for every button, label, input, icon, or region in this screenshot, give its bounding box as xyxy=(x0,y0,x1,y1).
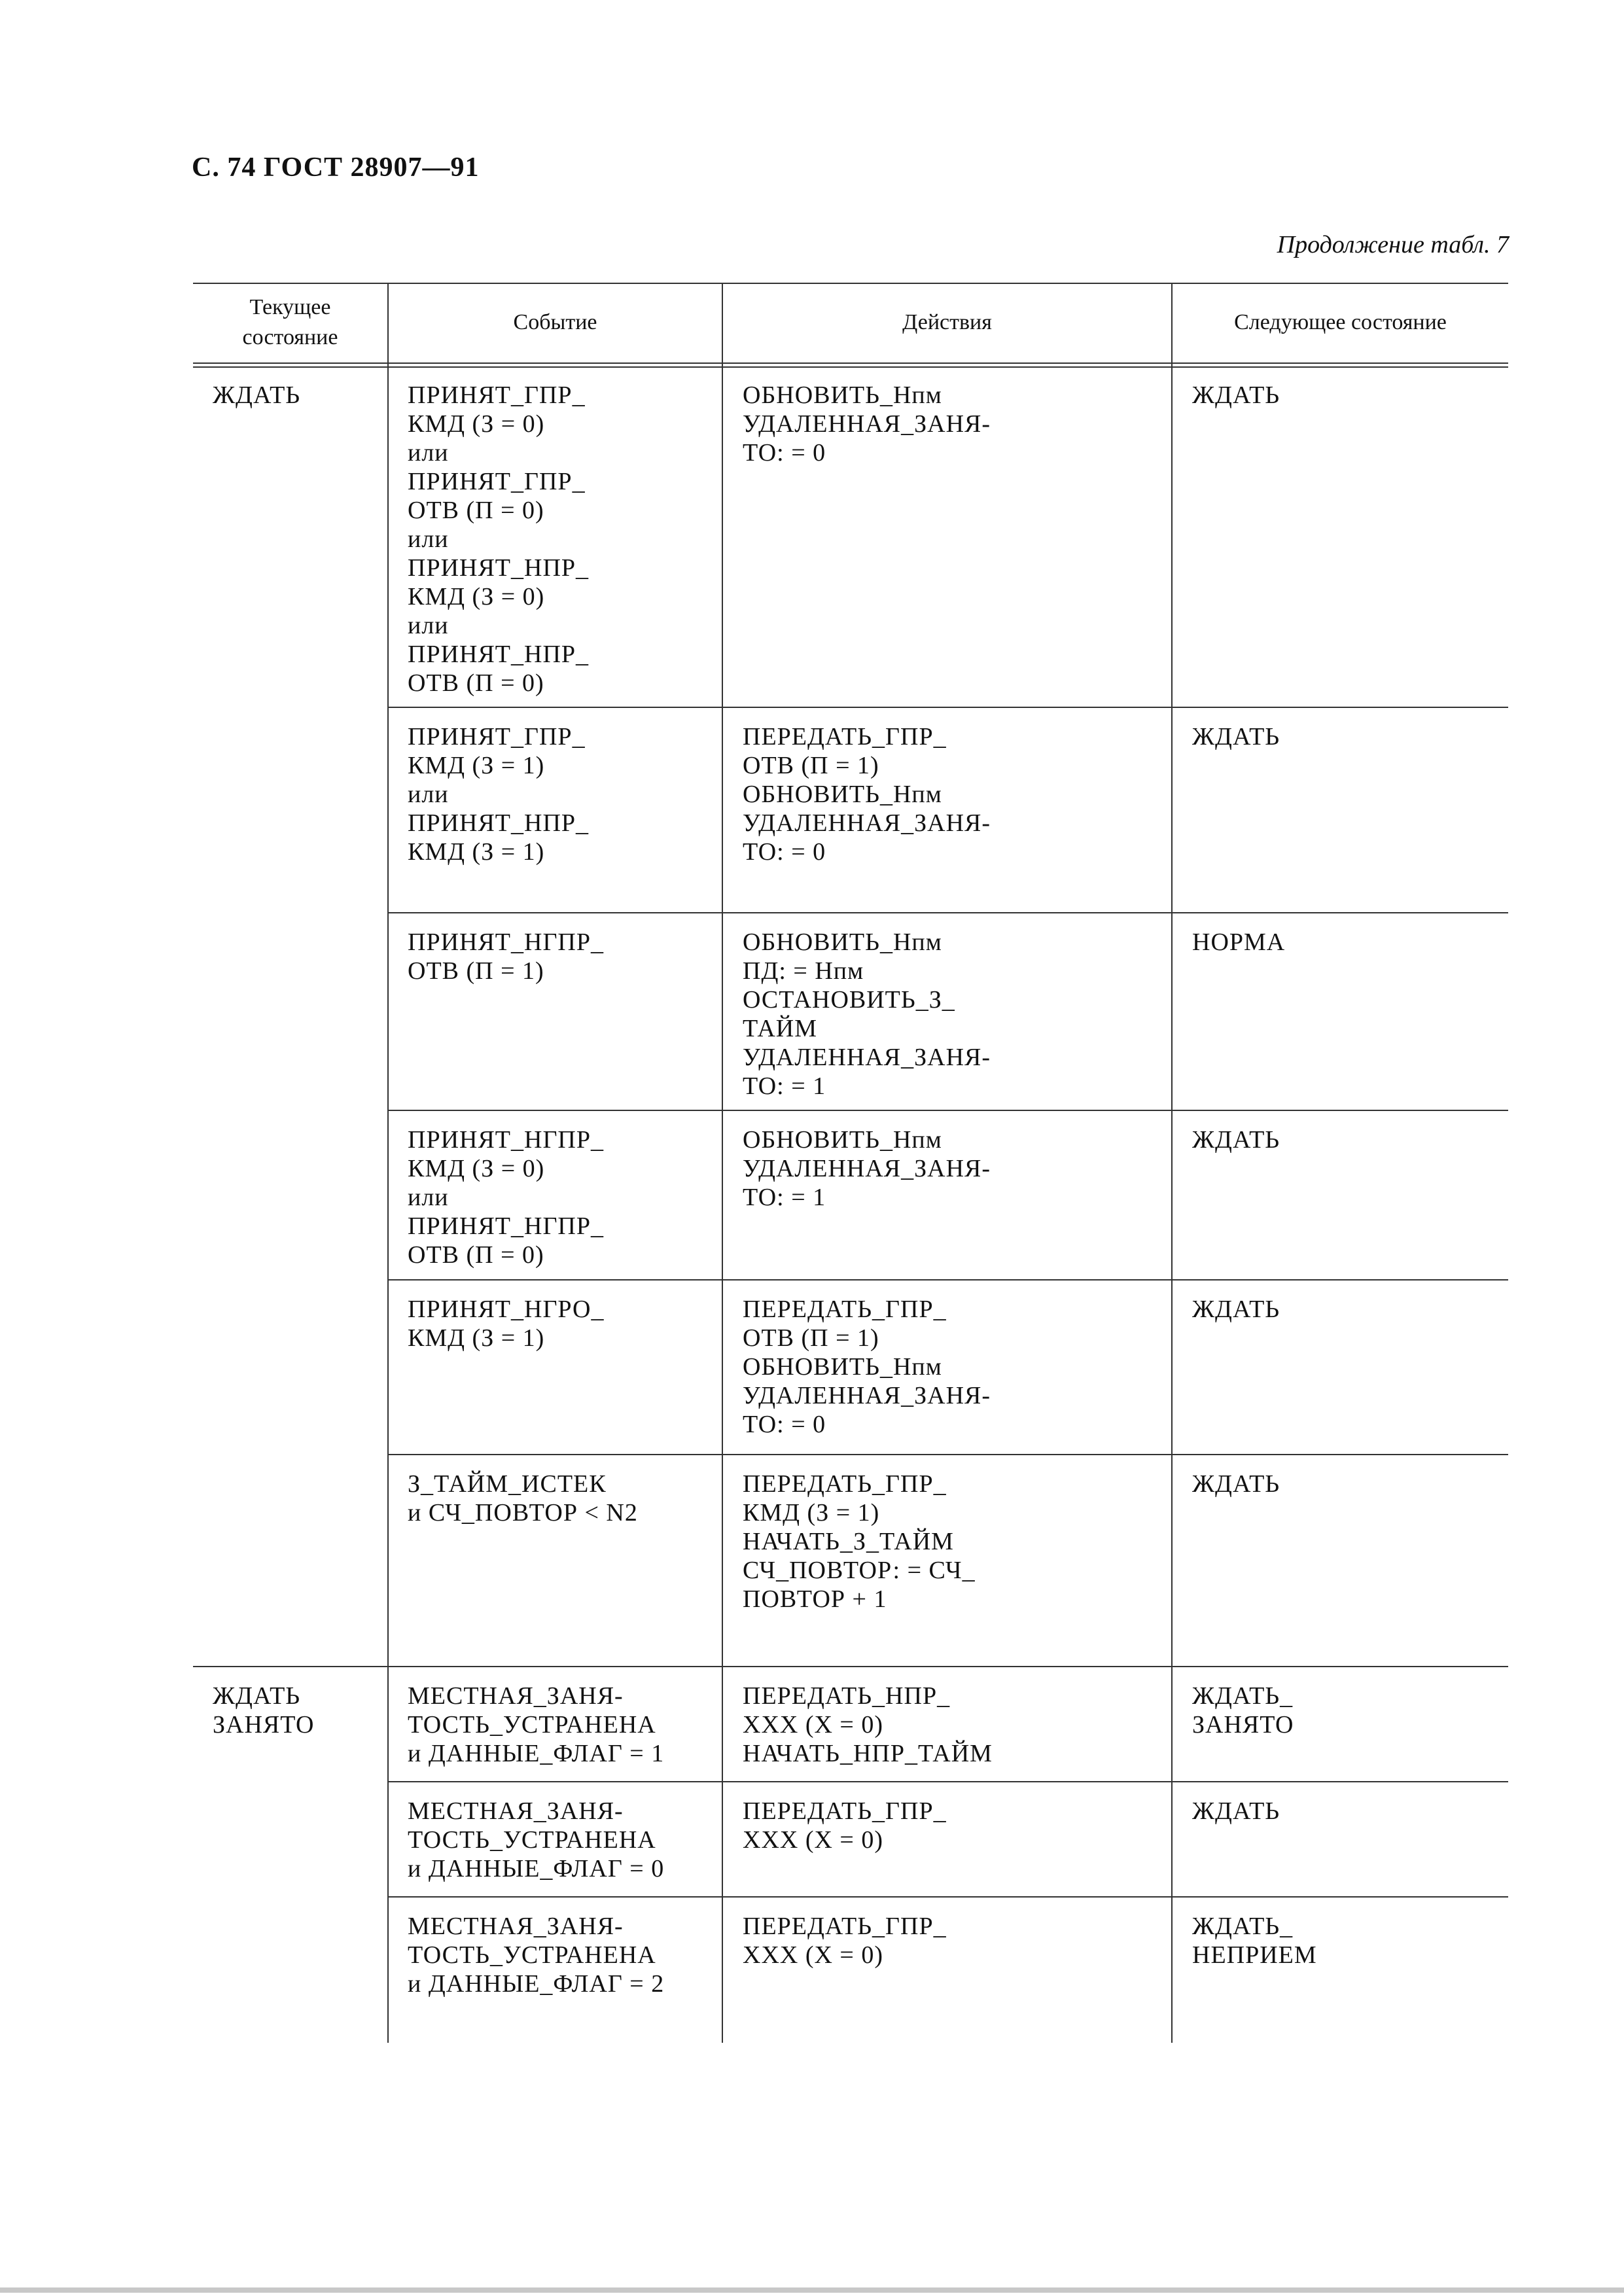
column-divider-3 xyxy=(1171,283,1173,2043)
header-actions: Действия xyxy=(902,310,992,334)
cell-actions: ОБНОВИТЬ_Нпм УДАЛЕННАЯ_ЗАНЯ- ТО: = 1 xyxy=(743,1126,991,1211)
cell-current-state: ЖДАТЬ ЗАНЯТО xyxy=(213,1682,315,1739)
header-next-state: Следующее состояние xyxy=(1234,310,1447,334)
row-divider xyxy=(387,1454,1508,1455)
cell-next-state: ЖДАТЬ xyxy=(1192,1470,1280,1498)
cell-actions: ОБНОВИТЬ_Нпм УДАЛЕННАЯ_ЗАНЯ- ТО: = 0 xyxy=(743,381,991,467)
header-current-state: Текущее состояние xyxy=(242,295,338,349)
row-divider xyxy=(387,912,1508,913)
cell-next-state: ЖДАТЬ xyxy=(1192,723,1280,751)
cell-event: З_ТАЙМ_ИСТЕК и СЧ_ПОВТОР < N2 xyxy=(408,1470,638,1527)
cell-next-state: ЖДАТЬ_ ЗАНЯТО xyxy=(1192,1682,1294,1739)
cell-next-state: НОРМА xyxy=(1192,928,1286,956)
header-event: Событие xyxy=(513,310,597,334)
cell-event: МЕСТНАЯ_ЗАНЯ- ТОСТЬ_УСТРАНЕНА и ДАННЫЕ_ФЛАГ = 0 xyxy=(408,1797,665,1882)
cell-event: ПРИНЯТ_ГПР_ КМД (З = 1) или ПРИНЯТ_НПР_ КМД (З = 1) xyxy=(408,723,590,866)
cell-actions: ПЕРЕДАТЬ_ГПР_ ОТВ (П = 1) ОБНОВИТЬ_Нпм УДАЛЕННАЯ_ЗАНЯ- ТО: = 0 xyxy=(743,1296,991,1438)
cell-event: ПРИНЯТ_НГПР_ ОТВ (П = 1) xyxy=(408,928,605,985)
page-header: С. 74 ГОСТ 28907—91 xyxy=(192,152,480,183)
row-divider xyxy=(387,1896,1508,1898)
cell-actions: ПЕРЕДАТЬ_ГПР_ ХХХ (Х = 0) xyxy=(743,1797,947,1854)
cell-actions: ПЕРЕДАТЬ_ГПР_ ХХХ (Х = 0) xyxy=(743,1913,947,1969)
row-divider xyxy=(387,1781,1508,1782)
cell-next-state: ЖДАТЬ xyxy=(1192,381,1280,409)
row-divider xyxy=(387,707,1508,708)
cell-current-state: ЖДАТЬ xyxy=(213,381,301,409)
scan-bottom-edge xyxy=(0,2287,1624,2293)
row-divider xyxy=(387,1110,1508,1111)
cell-actions: ОБНОВИТЬ_Нпм ПД: = Нпм ОСТАНОВИТЬ_З_ ТАЙМ УДАЛЕННАЯ_ЗАНЯ- ТО: = 1 xyxy=(743,928,991,1100)
table-continuation-label: Продолжение табл. 7 xyxy=(1277,231,1509,258)
cell-next-state: ЖДАТЬ_ НЕПРИЕМ xyxy=(1192,1913,1317,1969)
cell-next-state: ЖДАТЬ xyxy=(1192,1126,1280,1154)
column-divider-2 xyxy=(722,283,723,2043)
state-table xyxy=(193,283,1508,2043)
cell-next-state: ЖДАТЬ xyxy=(1192,1296,1280,1323)
cell-actions: ПЕРЕДАТЬ_ГПР_ ОТВ (П = 1) ОБНОВИТЬ_Нпм УДАЛЕННАЯ_ЗАНЯ- ТО: = 0 xyxy=(743,723,991,866)
cell-event: МЕСТНАЯ_ЗАНЯ- ТОСТЬ_УСТРАНЕНА и ДАННЫЕ_ФЛАГ = 2 xyxy=(408,1913,665,1998)
cell-actions: ПЕРЕДАТЬ_НПР_ ХХХ (Х = 0) НАЧАТЬ_НПР_ТАЙМ xyxy=(743,1682,993,1767)
header-rule-lower xyxy=(193,366,1508,368)
cell-actions: ПЕРЕДАТЬ_ГПР_ КМД (З = 1) НАЧАТЬ_З_ТАЙМ СЧ_ПОВТОР: = СЧ_ ПОВТОР + 1 xyxy=(743,1470,976,1613)
header-rule-upper xyxy=(193,362,1508,364)
group-divider xyxy=(193,1666,1508,1667)
column-divider-1 xyxy=(387,283,389,2043)
cell-event: ПРИНЯТ_НГРО_ КМД (З = 1) xyxy=(408,1296,605,1352)
cell-event: МЕСТНАЯ_ЗАНЯ- ТОСТЬ_УСТРАНЕНА и ДАННЫЕ_ФЛАГ = 1 xyxy=(408,1682,665,1767)
row-divider xyxy=(387,1279,1508,1280)
cell-next-state: ЖДАТЬ xyxy=(1192,1797,1280,1825)
cell-event: ПРИНЯТ_ГПР_ КМД (З = 0) или ПРИНЯТ_ГПР_ ОТВ (П = 0) или ПРИНЯТ_НПР_ КМД (З = 0) или ПРИНЯТ_НПР_ ОТВ (П = 0) xyxy=(408,381,590,697)
cell-event: ПРИНЯТ_НГПР_ КМД (З = 0) или ПРИНЯТ_НГПР_ ОТВ (П = 0) xyxy=(408,1126,605,1269)
